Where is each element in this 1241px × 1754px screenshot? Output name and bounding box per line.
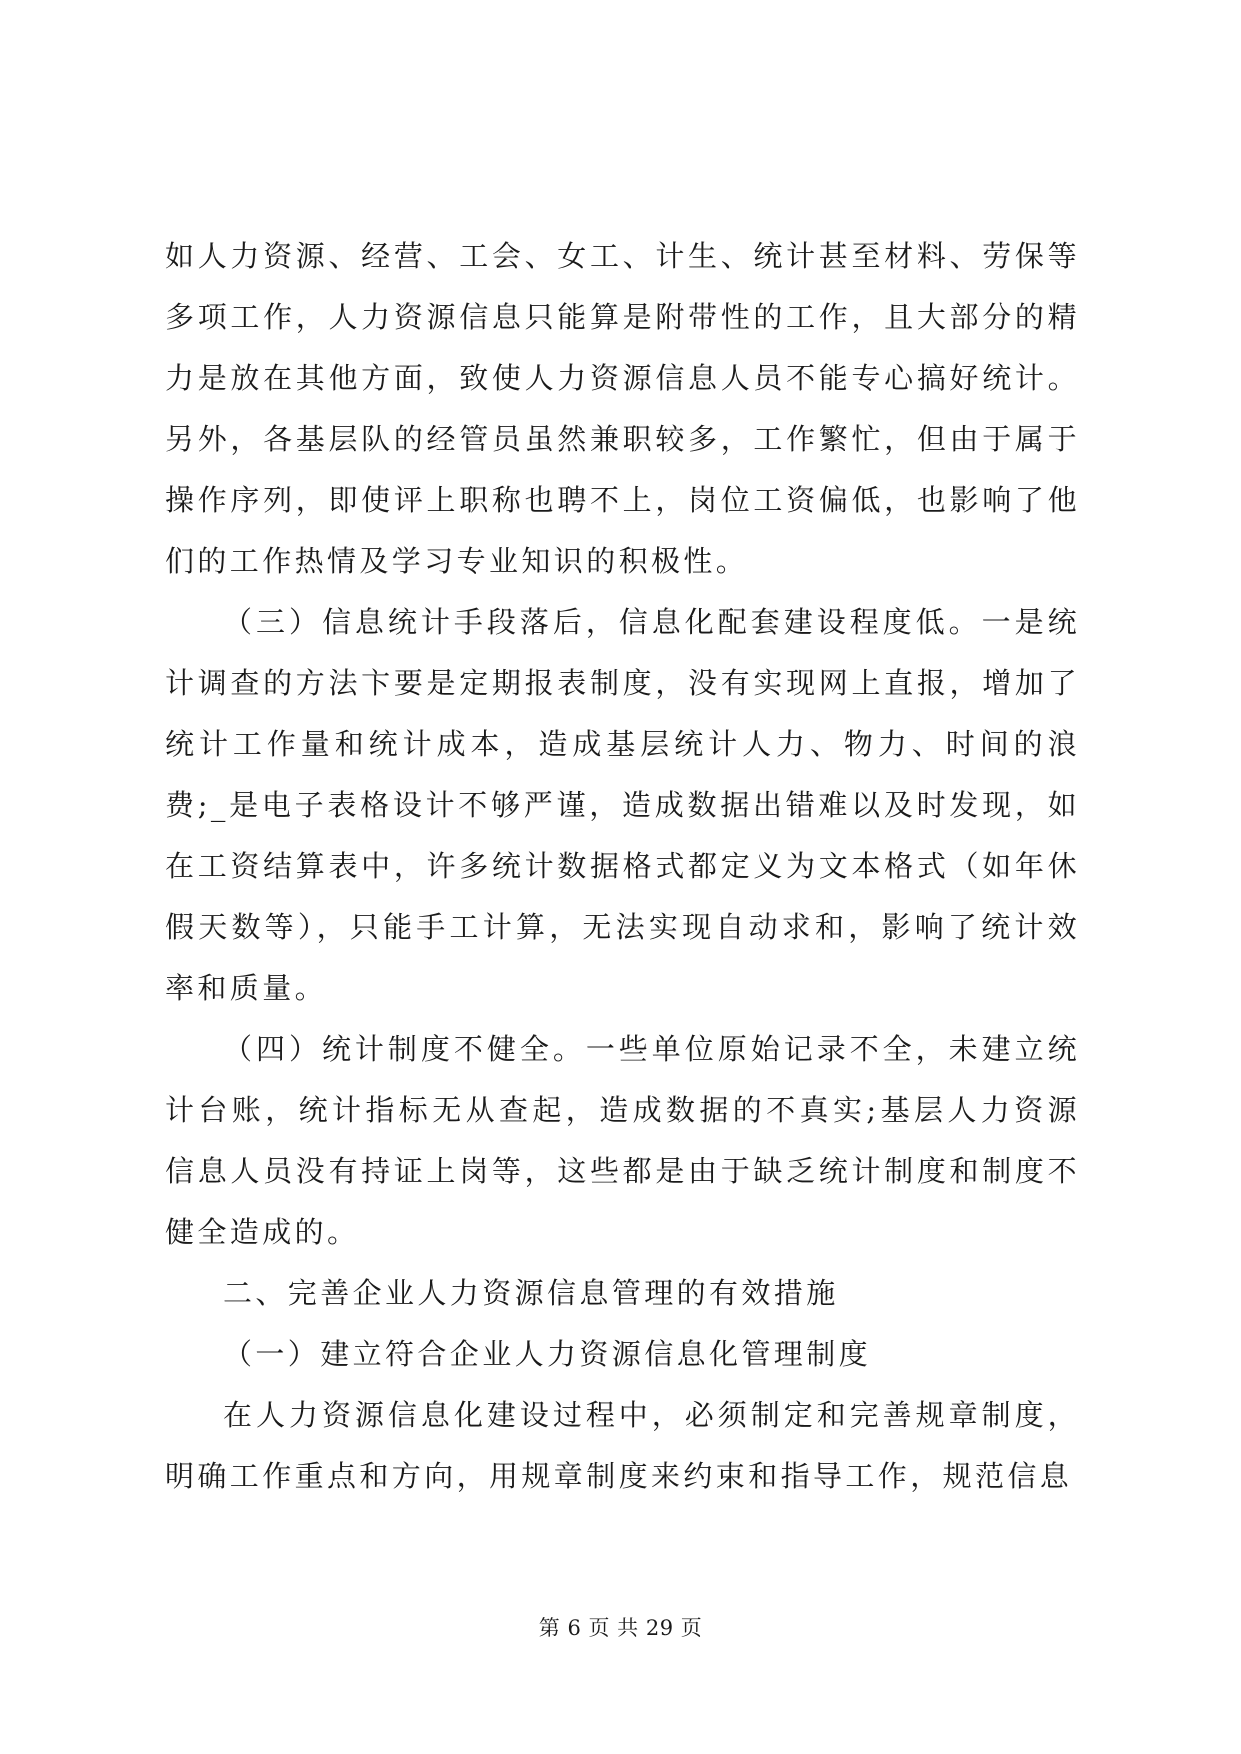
paragraph-measures: 在人力资源信息化建设过程中，必须制定和完善规章制度，明确工作重点和方向，用规章制度来约束和指导工作，规范信息 [165, 1398, 1080, 1493]
paragraph-section-four: （四）统计制度不健全。一些单位原始记录不全，未建立统计台账，统计指标无从查起，造成数据的不真实;基层人力资源信息人员没有持证上岗等，这些都是由于缺乏统计制度和制度不健全造成的。 [165, 1032, 1080, 1249]
page-number-footer: 第 6 页 共 29 页 [538, 1616, 703, 1640]
paragraph-continuation: 如人力资源、经营、工会、女工、计生、统计甚至材料、劳保等多项工作，人力资源信息只能算是附带性的工作，且大部分的精力是放在其他方面，致使人力资源信息人员不能专心搞好统计。另外，各基层队的经管员虽然兼职较多，工作繁忙，但由于属于操作序列，即使评上职称也聘不上，岗位工资偏低，也影响了他们的工作热情及学习专业知识的积极性。 [165, 239, 1080, 578]
section-heading-two: 二、完善企业人力资源信息管理的有效措施 [223, 1276, 839, 1310]
document-body [165, 226, 1080, 1507]
paragraph-section-three: （三）信息统计手段落后，信息化配套建设程度低。一是统计调查的方法卞要是定期报表制度，没有实现网上直报，增加了统计工作量和统计成本，造成基层统计人力、物力、时间的浪费;_是电子表格设计不够严谨，造成数据出错难以及时发现，如在工资结算表中，许多统计数据格式都定义为文本格式（如年休假天数等），只能手工计算，无法实现自动求和，影响了统计效率和质量。 [165, 605, 1080, 1005]
subsection-heading-one: （一）建立符合企业人力资源信息化管理制度 [223, 1337, 872, 1371]
